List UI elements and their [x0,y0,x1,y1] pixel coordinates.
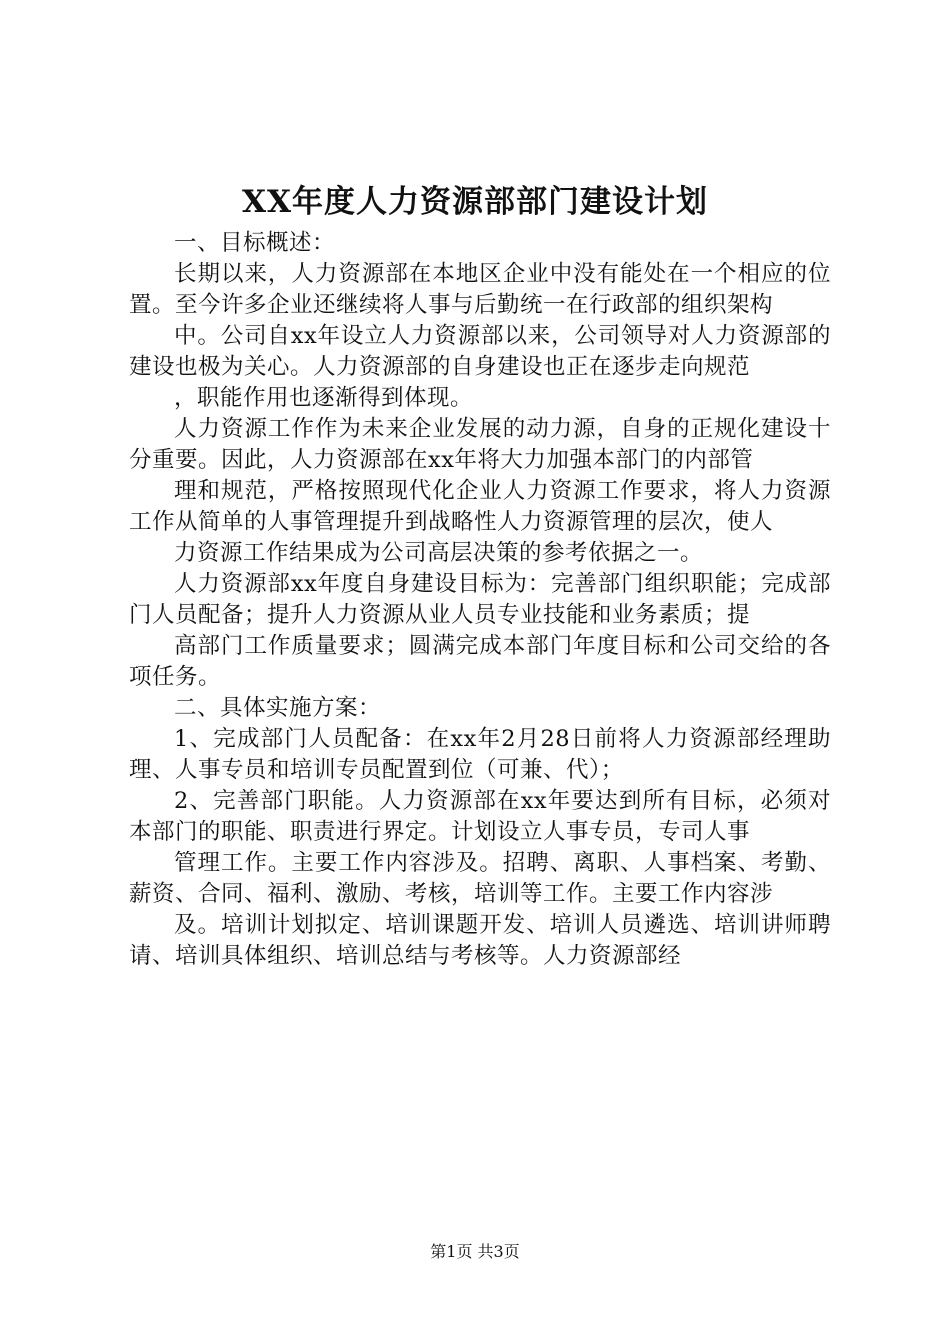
document-title: XX年度人力资源部部门建设计划 [241,184,709,220]
paragraph: 人力资源部xx年度自身建设目标为：完善部门组织职能；完成部门人员配备；提升人力资源从业人员专业技能和业务素质；提 [129,571,831,628]
paragraph: 一、目标概述： [174,230,336,256]
paragraph: 1、完成部门人员配备：在xx年2月28日前将人力资源部经理助理、人事专员和培训专员配置到位（可兼、代）； [129,726,831,783]
paragraph: 人力资源工作作为未来企业发展的动力源，自身的正规化建设十分重要。因此，人力资源部在xx年将大力加强本部门的内部管 [129,416,831,473]
document-body [129,228,831,972]
page-footer: 第1页 共3页 [430,1242,520,1261]
paragraph: 力资源工作结果成为公司高层决策的参考依据之一。 [174,540,704,566]
paragraph: 高部门工作质量要求；圆满完成本部门年度目标和公司交给的各项任务。 [129,633,831,690]
paragraph: 及。培训计划拟定、培训课题开发、培训人员遴选、培训讲师聘请、培训具体组织、培训总结与考核等。人力资源部经 [129,912,831,969]
paragraph: 理和规范，严格按照现代化企业人力资源工作要求，将人力资源工作从简单的人事管理提升到战略性人力资源管理的层次，使人 [129,478,831,535]
paragraph: 长期以来，人力资源部在本地区企业中没有能处在一个相应的位置。至今许多企业还继续将人事与后勤统一在行政部的组织架构 [129,261,831,318]
paragraph: 2、完善部门职能。人力资源部在xx年要达到所有目标，必须对本部门的职能、职责进行界定。计划设立人事专员，专司人事 [129,788,831,845]
paragraph: ，职能作用也逐渐得到体现。 [174,385,474,411]
paragraph: 中。公司自xx年设立人力资源部以来，公司领导对人力资源部的建设也极为关心。人力资源部的自身建设也正在逐步走向规范 [129,323,831,380]
paragraph: 二、具体实施方案： [174,695,382,721]
paragraph: 管理工作。主要工作内容涉及。招聘、离职、人事档案、考勤、薪资、合同、福利、激励、考核，培训等工作。主要工作内容涉 [129,850,831,907]
